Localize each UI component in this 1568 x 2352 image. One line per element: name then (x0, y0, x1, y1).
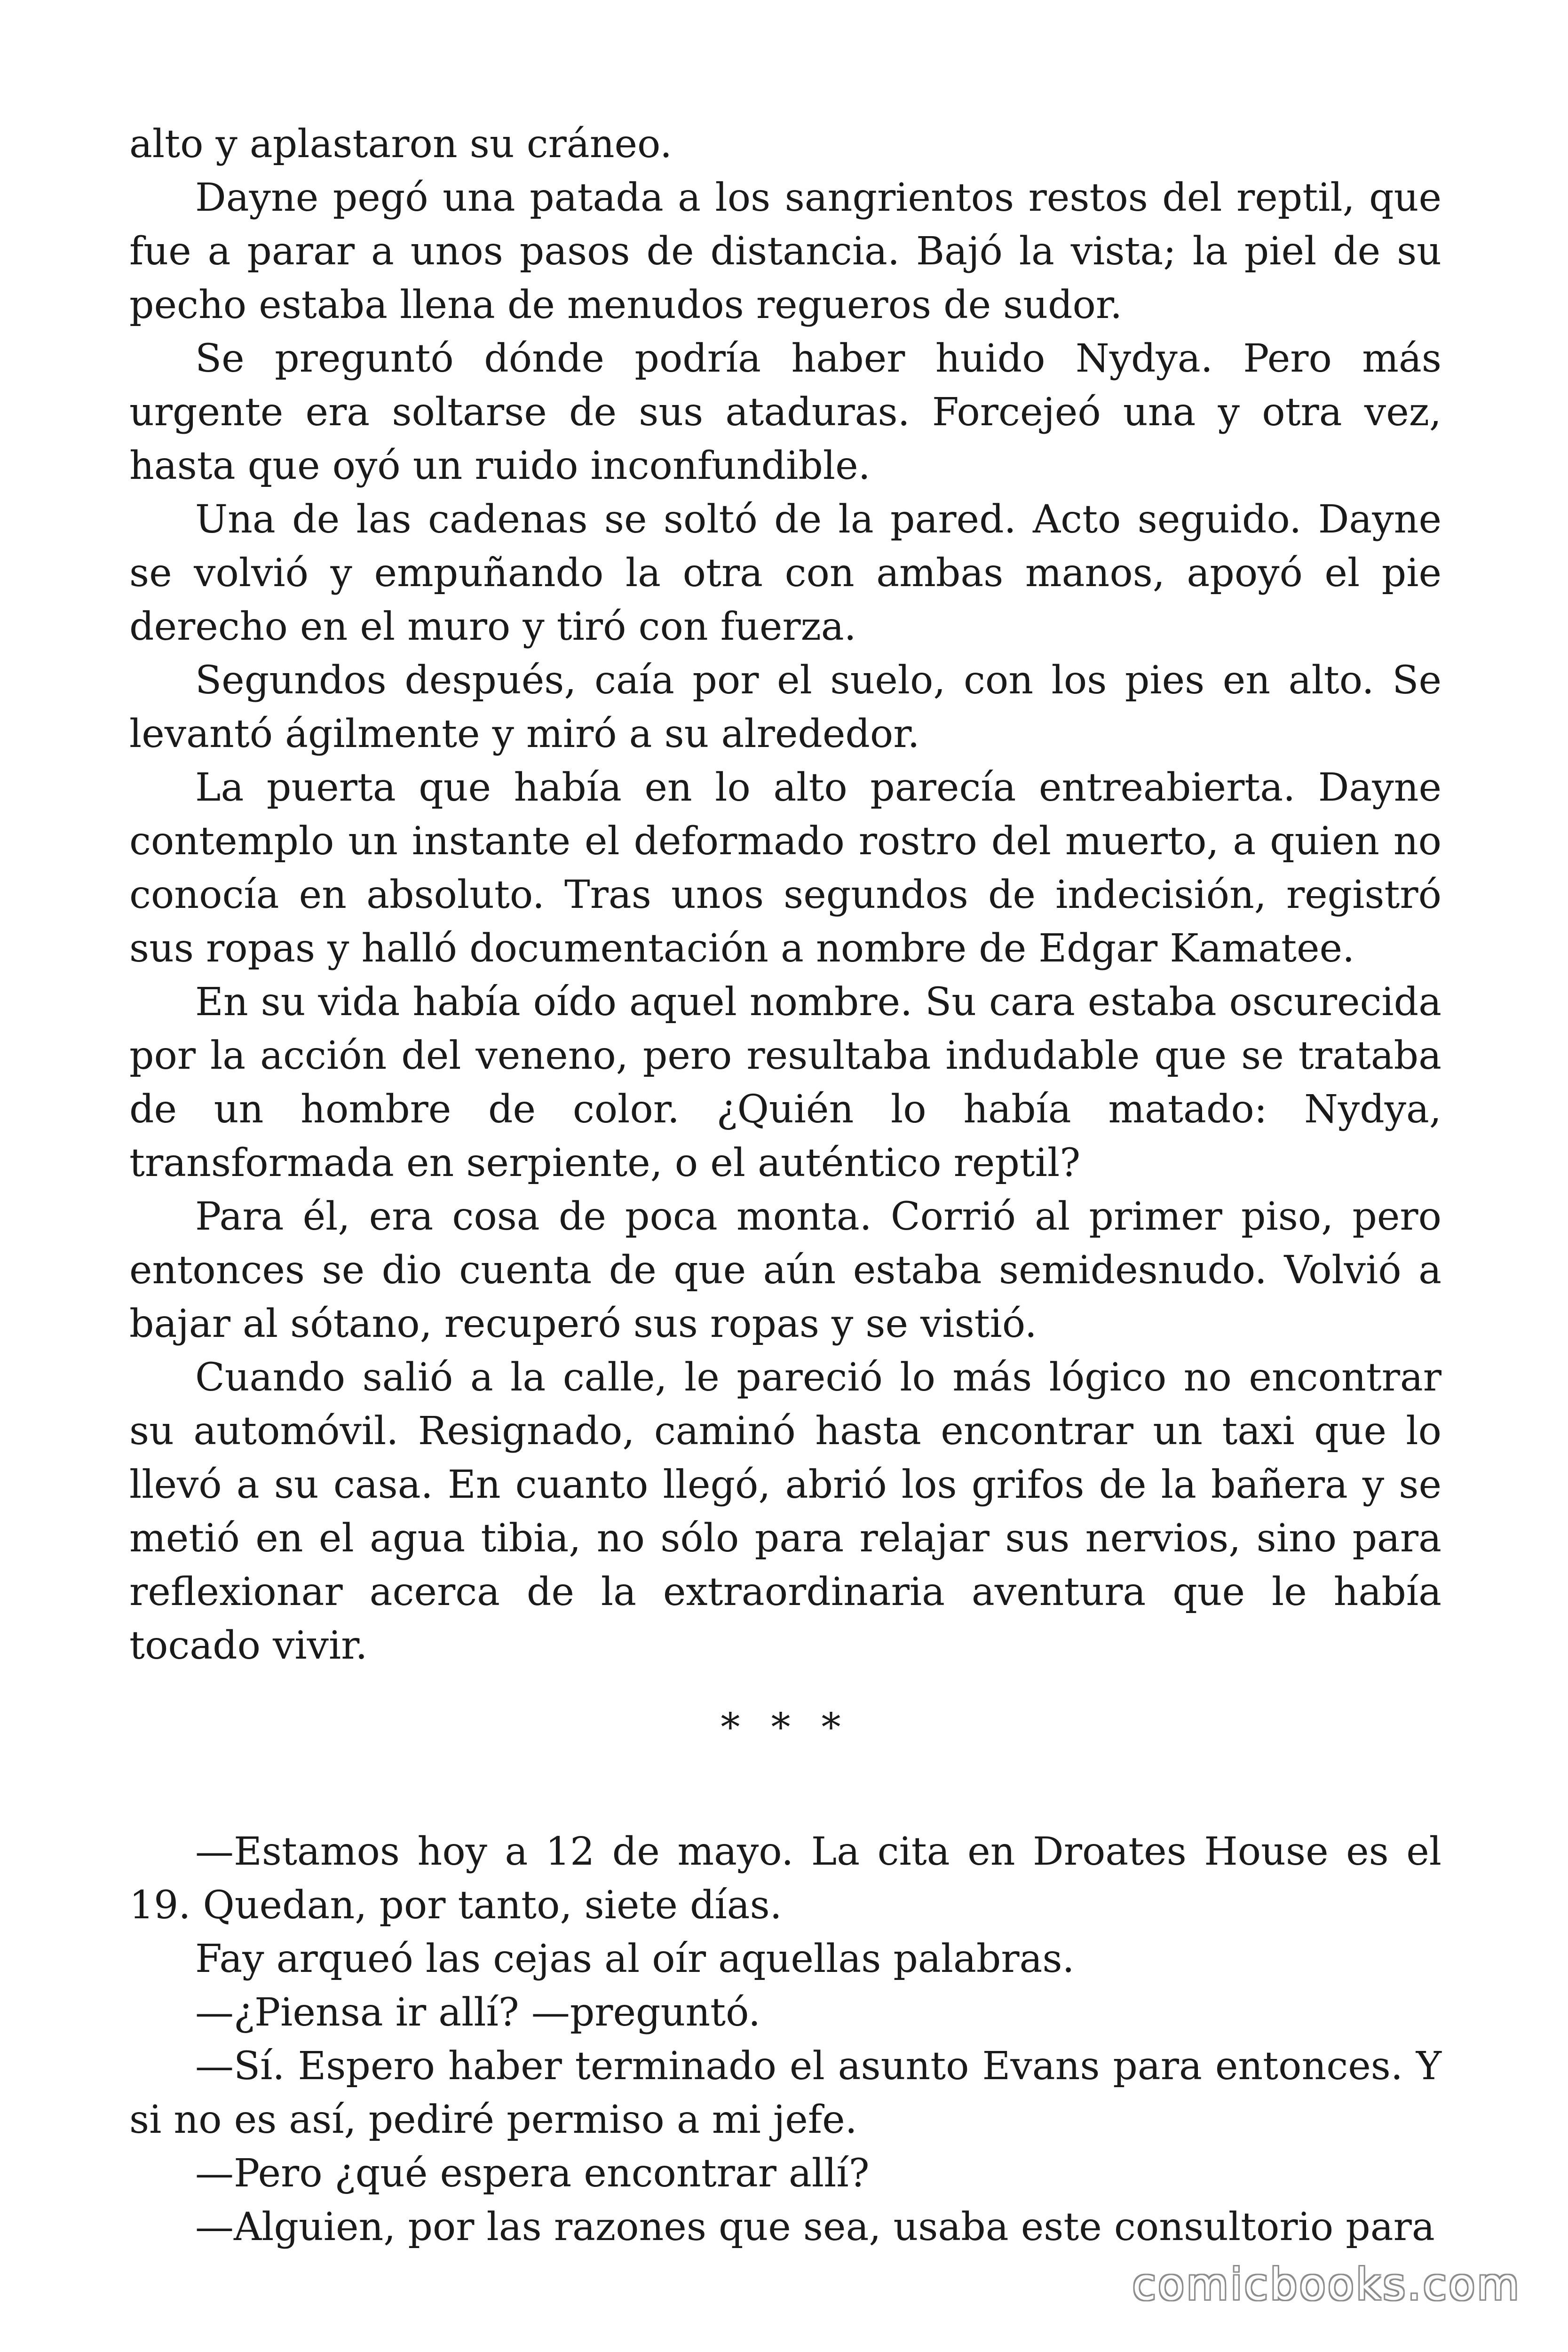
paragraph: Cuando salió a la calle, le pareció lo más lógico no encontrar su automóvil. Resignado, caminó hasta encontrar un taxi que lo llevó a su casa. En cuanto llegó, abrió los grifos de la bañera y se metió en el agua tibia, no sólo para relajar sus nervios, sino para reflexionar acerca de la extraordinaria aventura que le había tocado vivir. (129, 1355, 1441, 1668)
paragraph: Para él, era cosa de poca monta. Corrió al primer piso, pero entonces se dio cuenta de que aún estaba semidesnudo. Volvió a bajar al sótano, recuperó sus ropas y se vistió. (129, 1194, 1441, 1346)
paragraph: —Pero ¿qué espera encontrar allí? (195, 2151, 870, 2196)
paragraph: Fay arqueó las cejas al oír aquellas palabras. (195, 1937, 1075, 1981)
body-text (129, 118, 1441, 2254)
watermark: comicbooks.com (1132, 2259, 1521, 2310)
paragraph: En su vida había oído aquel nombre. Su cara estaba oscurecida por la acción del veneno, pero resultaba indudable que se trataba de un hombre de color. ¿Quién lo había matado: Nydya, transformada en serpiente, o el auténtico reptil? (129, 980, 1441, 1185)
paragraph: —¿Piensa ir allí? —preguntó. (195, 1990, 761, 2035)
paragraph: Dayne pegó una patada a los sangrientos restos del reptil, que fue a parar a unos pasos de distancia. Bajó la vista; la piel de su pecho estaba llena de menudos regueros de sudor. (129, 175, 1441, 327)
paragraph: Se preguntó dónde podría haber huido Nydya. Pero más urgente era soltarse de sus ataduras. Forcejeó una y otra vez, hasta que oyó un ruido inconfundible. (129, 336, 1441, 488)
paragraph: —Estamos hoy a 12 de mayo. La cita en Droates House es el 19. Quedan, por tanto, siete días. (129, 1829, 1441, 1928)
paragraph: —Alguien, por las razones que sea, usaba este consultorio para (195, 2205, 1435, 2249)
scene-separator: * * * (721, 1705, 850, 1750)
paragraph: La puerta que había en lo alto parecía entreabierta. Dayne contemplo un instante el deformado rostro del muerto, a quien no conocía en absoluto. Tras unos segundos de indecisión, registró sus ropas y halló documentación a nombre de Edgar Kamatee. (129, 765, 1441, 971)
paragraph: alto y aplastaron su cráneo. (129, 122, 673, 167)
paragraph: —Sí. Espero haber terminado el asunto Evans para entonces. Y si no es así, pediré permiso a mi jefe. (129, 2044, 1441, 2142)
paragraph: Segundos después, caía por el suelo, con los pies en alto. Se levantó ágilmente y miró a su alrededor. (129, 658, 1441, 756)
paragraph: Una de las cadenas se soltó de la pared. Acto seguido. Dayne se volvió y empuñando la otra con ambas manos, apoyó el pie derecho en el muro y tiró con fuerza. (129, 497, 1441, 649)
